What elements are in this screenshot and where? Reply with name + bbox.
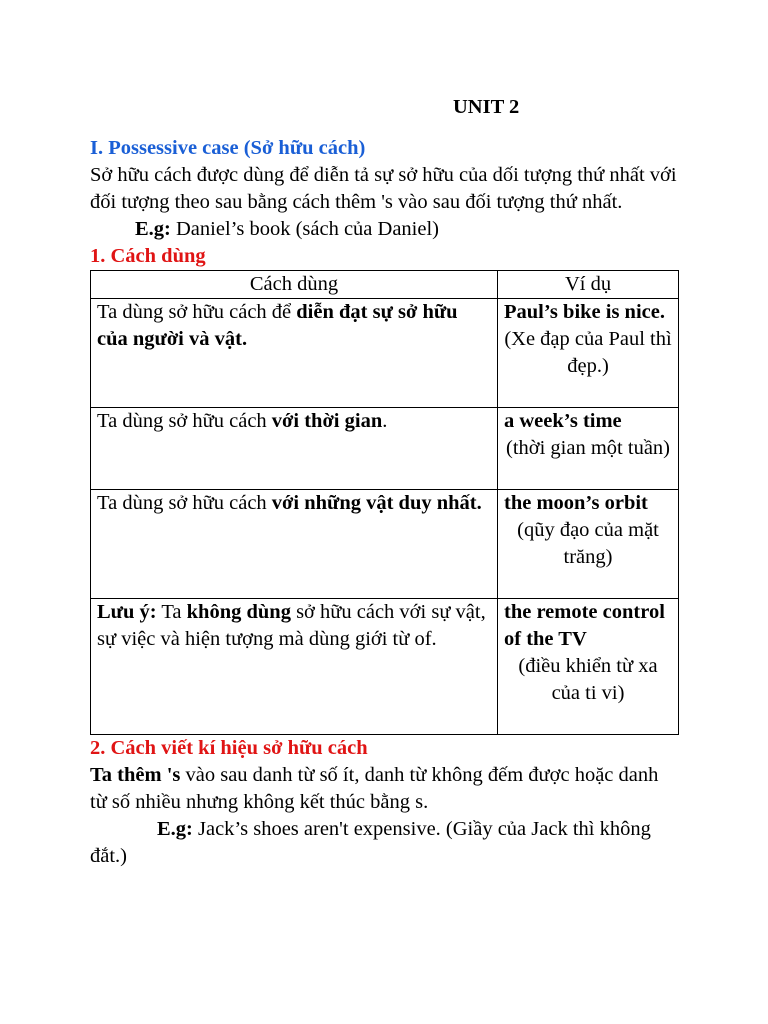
example-cell — [498, 599, 679, 735]
usage-bold-text: với thời gian — [271, 410, 383, 432]
note-cell — [91, 599, 498, 735]
example-cell — [498, 408, 679, 490]
usage-suffix: . — [382, 410, 388, 432]
table-header-row — [91, 271, 679, 299]
example-cell — [498, 490, 679, 599]
rule-text: vào sau danh từ số ít, danh từ không đếm được hoặc danh từ số nhiều nhưng không kết thúc bằng s. — [90, 764, 659, 813]
example-translation: (qũy đạo của mặt trăng) — [517, 519, 659, 568]
table-header-example: Ví dụ — [498, 271, 679, 299]
example-cell — [498, 299, 679, 408]
usage-text: Ta dùng sở hữu cách — [97, 492, 272, 514]
document-page — [90, 94, 680, 870]
usage-bold-text: với những vật duy nhất. — [271, 492, 482, 514]
usage-cell — [91, 299, 498, 408]
usage-table — [90, 270, 679, 735]
example-english: a week’s time — [504, 410, 622, 432]
note-label: Lưu ý: — [97, 601, 157, 623]
usage-cell — [91, 490, 498, 599]
example-text: Daniel’s book (sách của Daniel) — [170, 218, 439, 240]
table-row — [91, 408, 679, 490]
table-row — [91, 599, 679, 735]
rule-paragraph — [90, 762, 680, 816]
table-header-usage: Cách dùng — [91, 271, 498, 299]
rule-bold-text: Ta thêm 's — [90, 764, 181, 786]
subsection-heading-writing: 2. Cách viết kí hiệu sở hữu cách — [90, 737, 368, 759]
usage-text: Ta dùng sở hữu cách để — [97, 301, 297, 323]
example-translation: (Xe đạp của Paul thì đẹp.) — [504, 328, 672, 377]
section-intro-paragraph: Sở hữu cách được dùng để diễn tả sự sở hữu của dối tượng thứ nhất với đối tượng theo sau bằng cách thêm 's vào sau đối tượng thứ nhất. — [90, 164, 677, 213]
usage-bold-text: diễn đạt sự sở hữu của người và vật. — [97, 301, 458, 350]
example-label: E.g: — [135, 218, 171, 240]
example-translation: (thời gian một tuần) — [506, 437, 670, 459]
example-line — [90, 816, 680, 870]
note-bold-text: không dùng — [186, 601, 291, 623]
note-text: sở hữu cách với sự vật, sự việc và hiện tượng mà dùng giới từ of. — [97, 601, 486, 650]
example-english: the remote control of the TV — [504, 601, 665, 650]
table-row — [91, 299, 679, 408]
subsection-heading-usage: 1. Cách dùng — [90, 245, 206, 267]
usage-cell — [91, 408, 498, 490]
section-heading-possessive-case: I. Possessive case (Sở hữu cách) — [90, 137, 366, 159]
unit-title: UNIT 2 — [453, 96, 520, 118]
note-text: Ta — [156, 601, 187, 623]
usage-text: Ta dùng sở hữu cách — [97, 410, 272, 432]
example-line — [90, 216, 680, 243]
table-row — [91, 490, 679, 599]
example-label: E.g: — [157, 818, 193, 840]
example-english: the moon’s orbit — [504, 492, 648, 514]
example-text: Jack’s shoes aren't expensive. (Giầy của Jack thì không đắt.) — [90, 818, 651, 867]
example-english: Paul’s bike is nice. — [504, 301, 665, 323]
example-translation: (điều khiển từ xa của ti vi) — [518, 655, 658, 704]
